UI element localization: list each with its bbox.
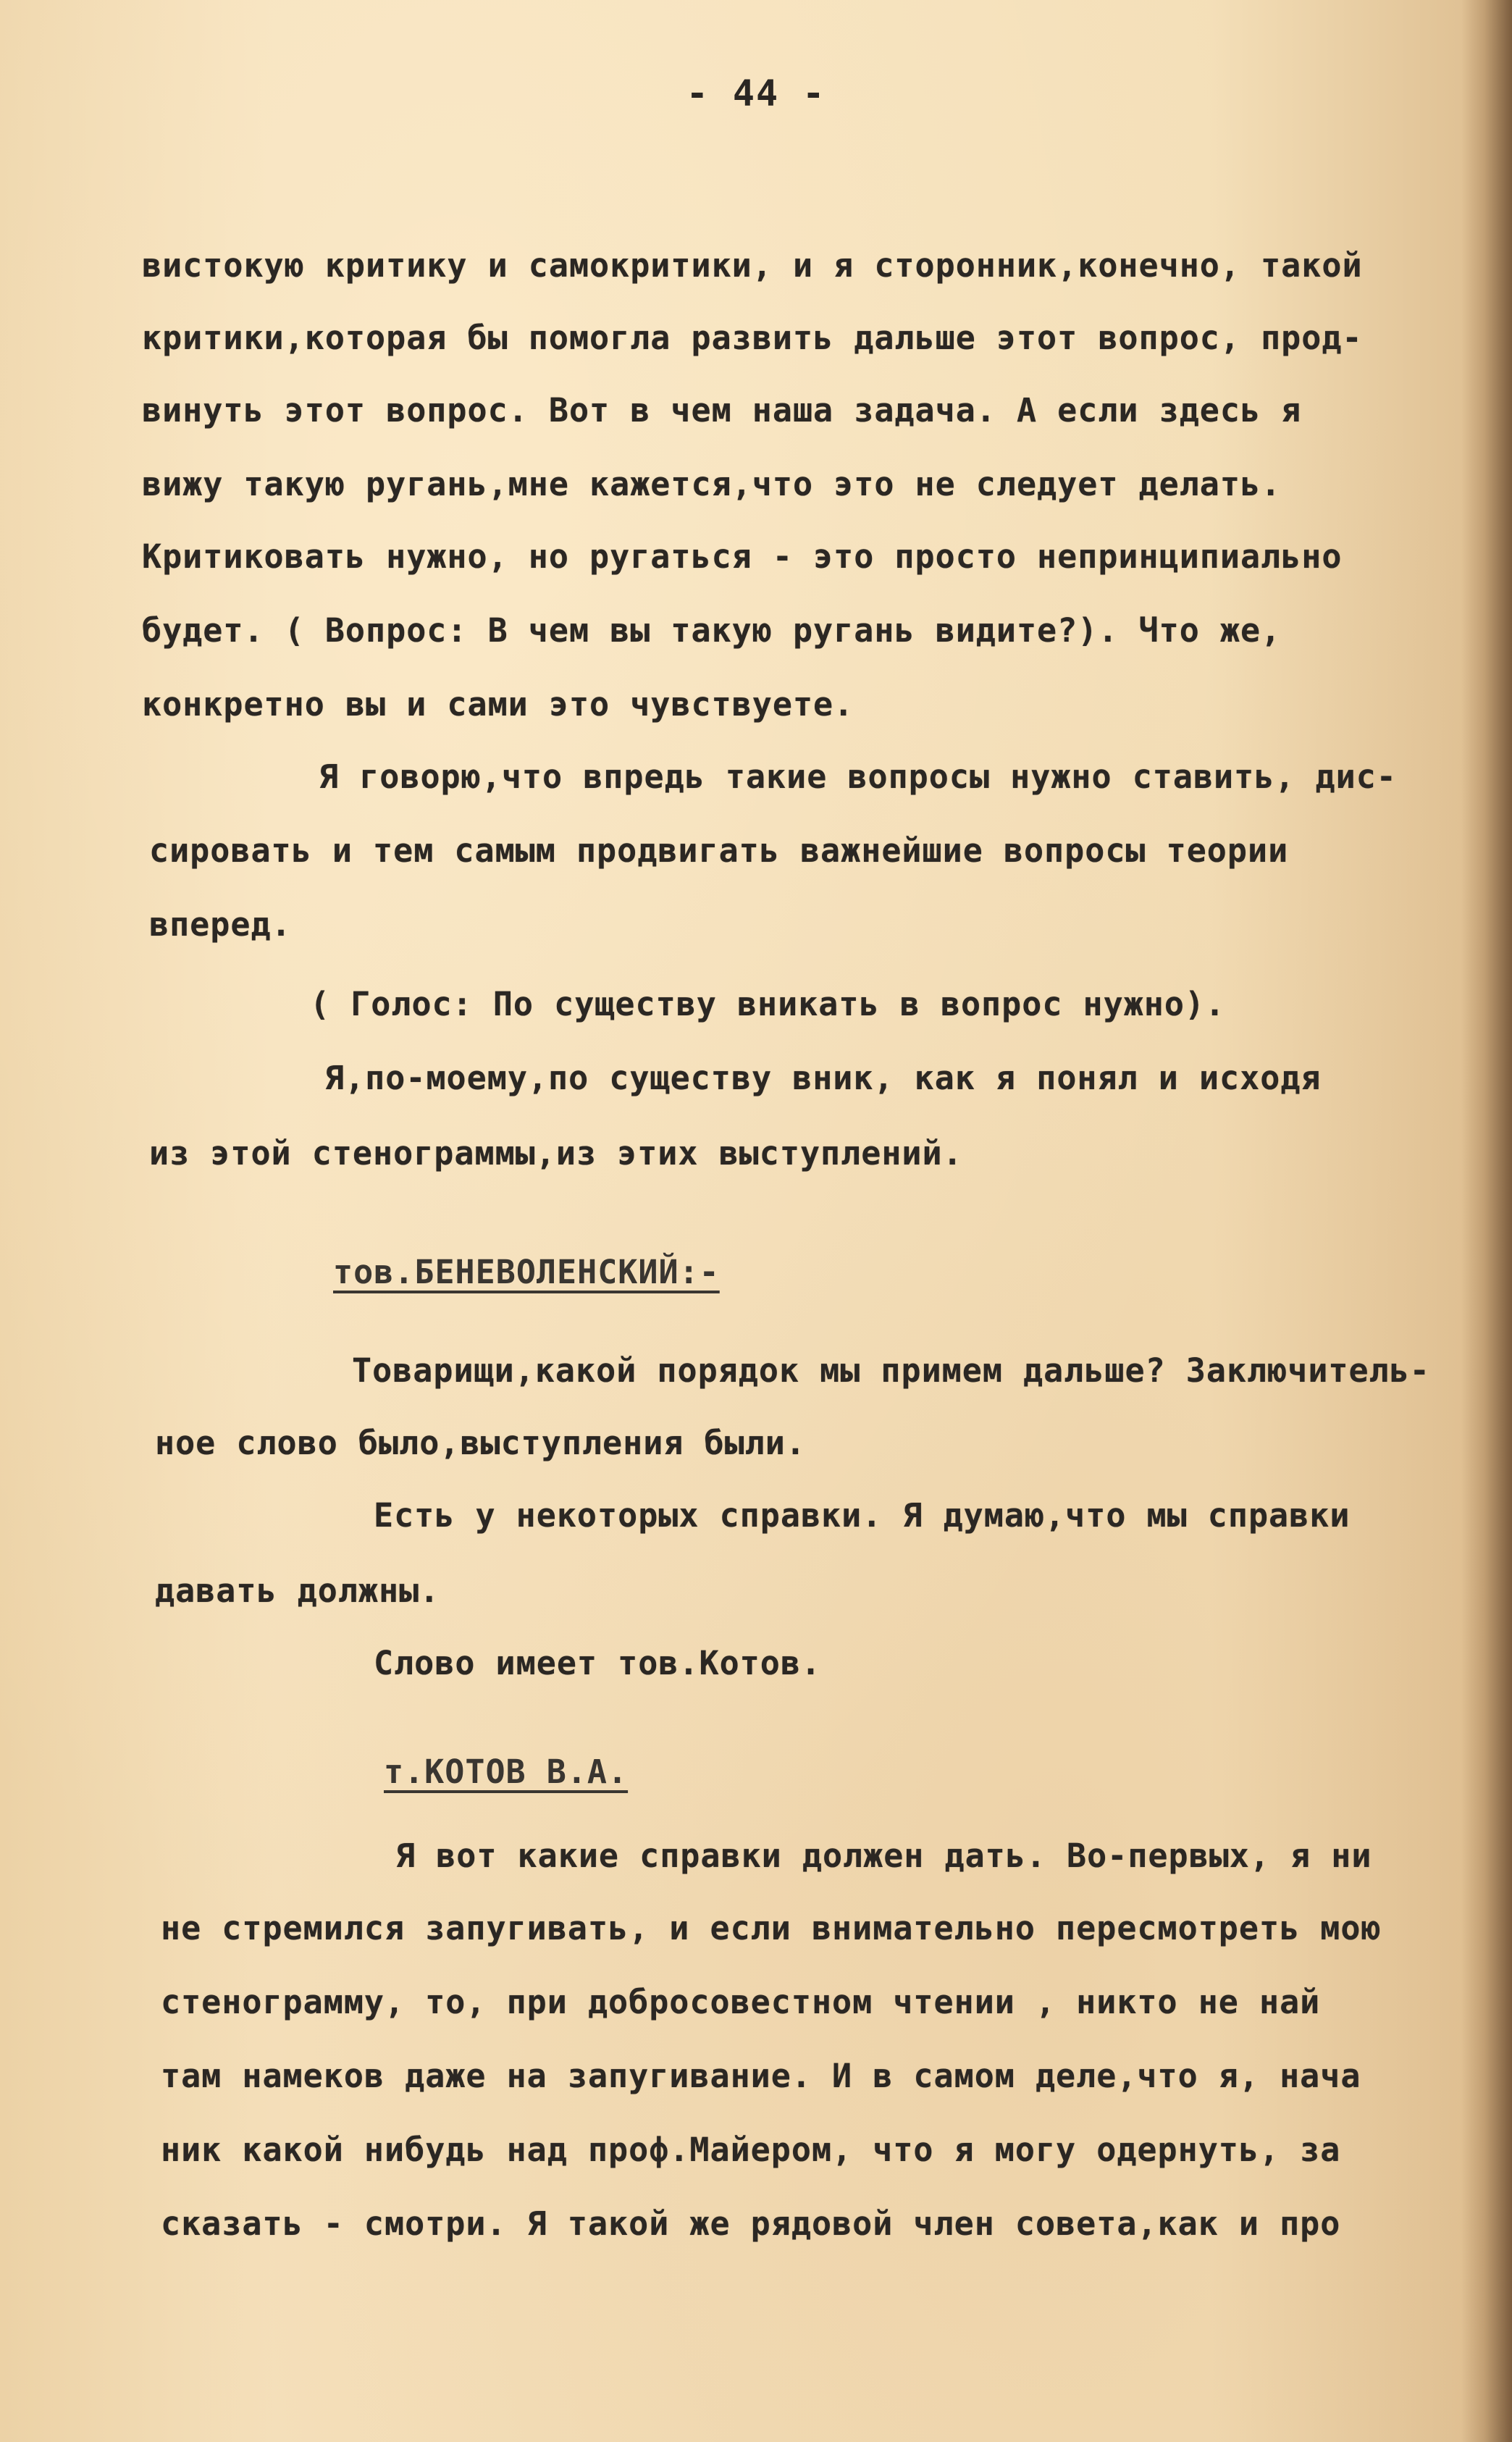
text-line: сказать - смотри. Я такой же рядовой член совета,как и про — [161, 2204, 1341, 2243]
text-line: ник какой нибудь над проф.Майером, что я могу одернуть, за — [161, 2131, 1341, 2169]
text-line: вистокую критику и самокритики, и я сторонник,конечно, такой — [142, 246, 1363, 285]
binding-shadow — [1461, 0, 1512, 2442]
speaker-heading: т.КОТОВ В.А. — [384, 1753, 629, 1791]
page-number: - 44 - — [686, 72, 826, 114]
text-line: ( Голос: По существу вникать в вопрос нужно). — [310, 985, 1226, 1023]
text-line: ное слово было,выступления были. — [155, 1424, 806, 1462]
speaker-heading: тов.БЕНЕВОЛЕНСКИЙ:- — [333, 1253, 720, 1291]
text-line: Слово имеет тов.Котов. — [374, 1644, 822, 1682]
text-line: вижу такую ругань,мне кажется,что это не следует делать. — [142, 465, 1282, 503]
text-line: критики,которая бы помогла развить дальше этот вопрос, прод- — [142, 319, 1363, 357]
text-line: Я вот какие справки должен дать. Во-первых, я ни — [395, 1837, 1372, 1875]
text-line: Я говорю,что впредь такие вопросы нужно ставить, дис- — [319, 758, 1397, 796]
text-line: Товарищи,какой порядок мы примем дальше? Заключитель- — [352, 1351, 1430, 1390]
text-line: конкретно вы и сами это чувствуете. — [142, 685, 854, 723]
text-line: Я,по-моему,по существу вник, как я понял и исходя — [324, 1059, 1322, 1097]
text-line: давать должны. — [155, 1572, 440, 1610]
text-line: Есть у некоторых справки. Я думаю,что мы справки — [374, 1496, 1351, 1535]
text-line: будет. ( Вопрос: В чем вы такую ругань видите?). Что же, — [142, 611, 1282, 650]
text-line: винуть этот вопрос. Вот в чем наша задача. А если здесь я — [142, 391, 1302, 429]
text-line: сировать и тем самым продвигать важнейшие вопросы теории — [149, 831, 1289, 870]
text-line: там намеков даже на запугивание. И в самом деле,что я, нача — [161, 2057, 1361, 2095]
text-line: Критиковать нужно, но ругаться - это просто непринципиально — [142, 537, 1343, 576]
text-line: вперед. — [149, 905, 292, 944]
text-line: не стремился запугивать, и если внимательно пересмотреть мою — [161, 1909, 1382, 1947]
text-line: стенограмму, то, при добросовестном чтении , никто не най — [161, 1983, 1321, 2021]
text-line: из этой стенограммы,из этих выступлений. — [149, 1134, 963, 1172]
